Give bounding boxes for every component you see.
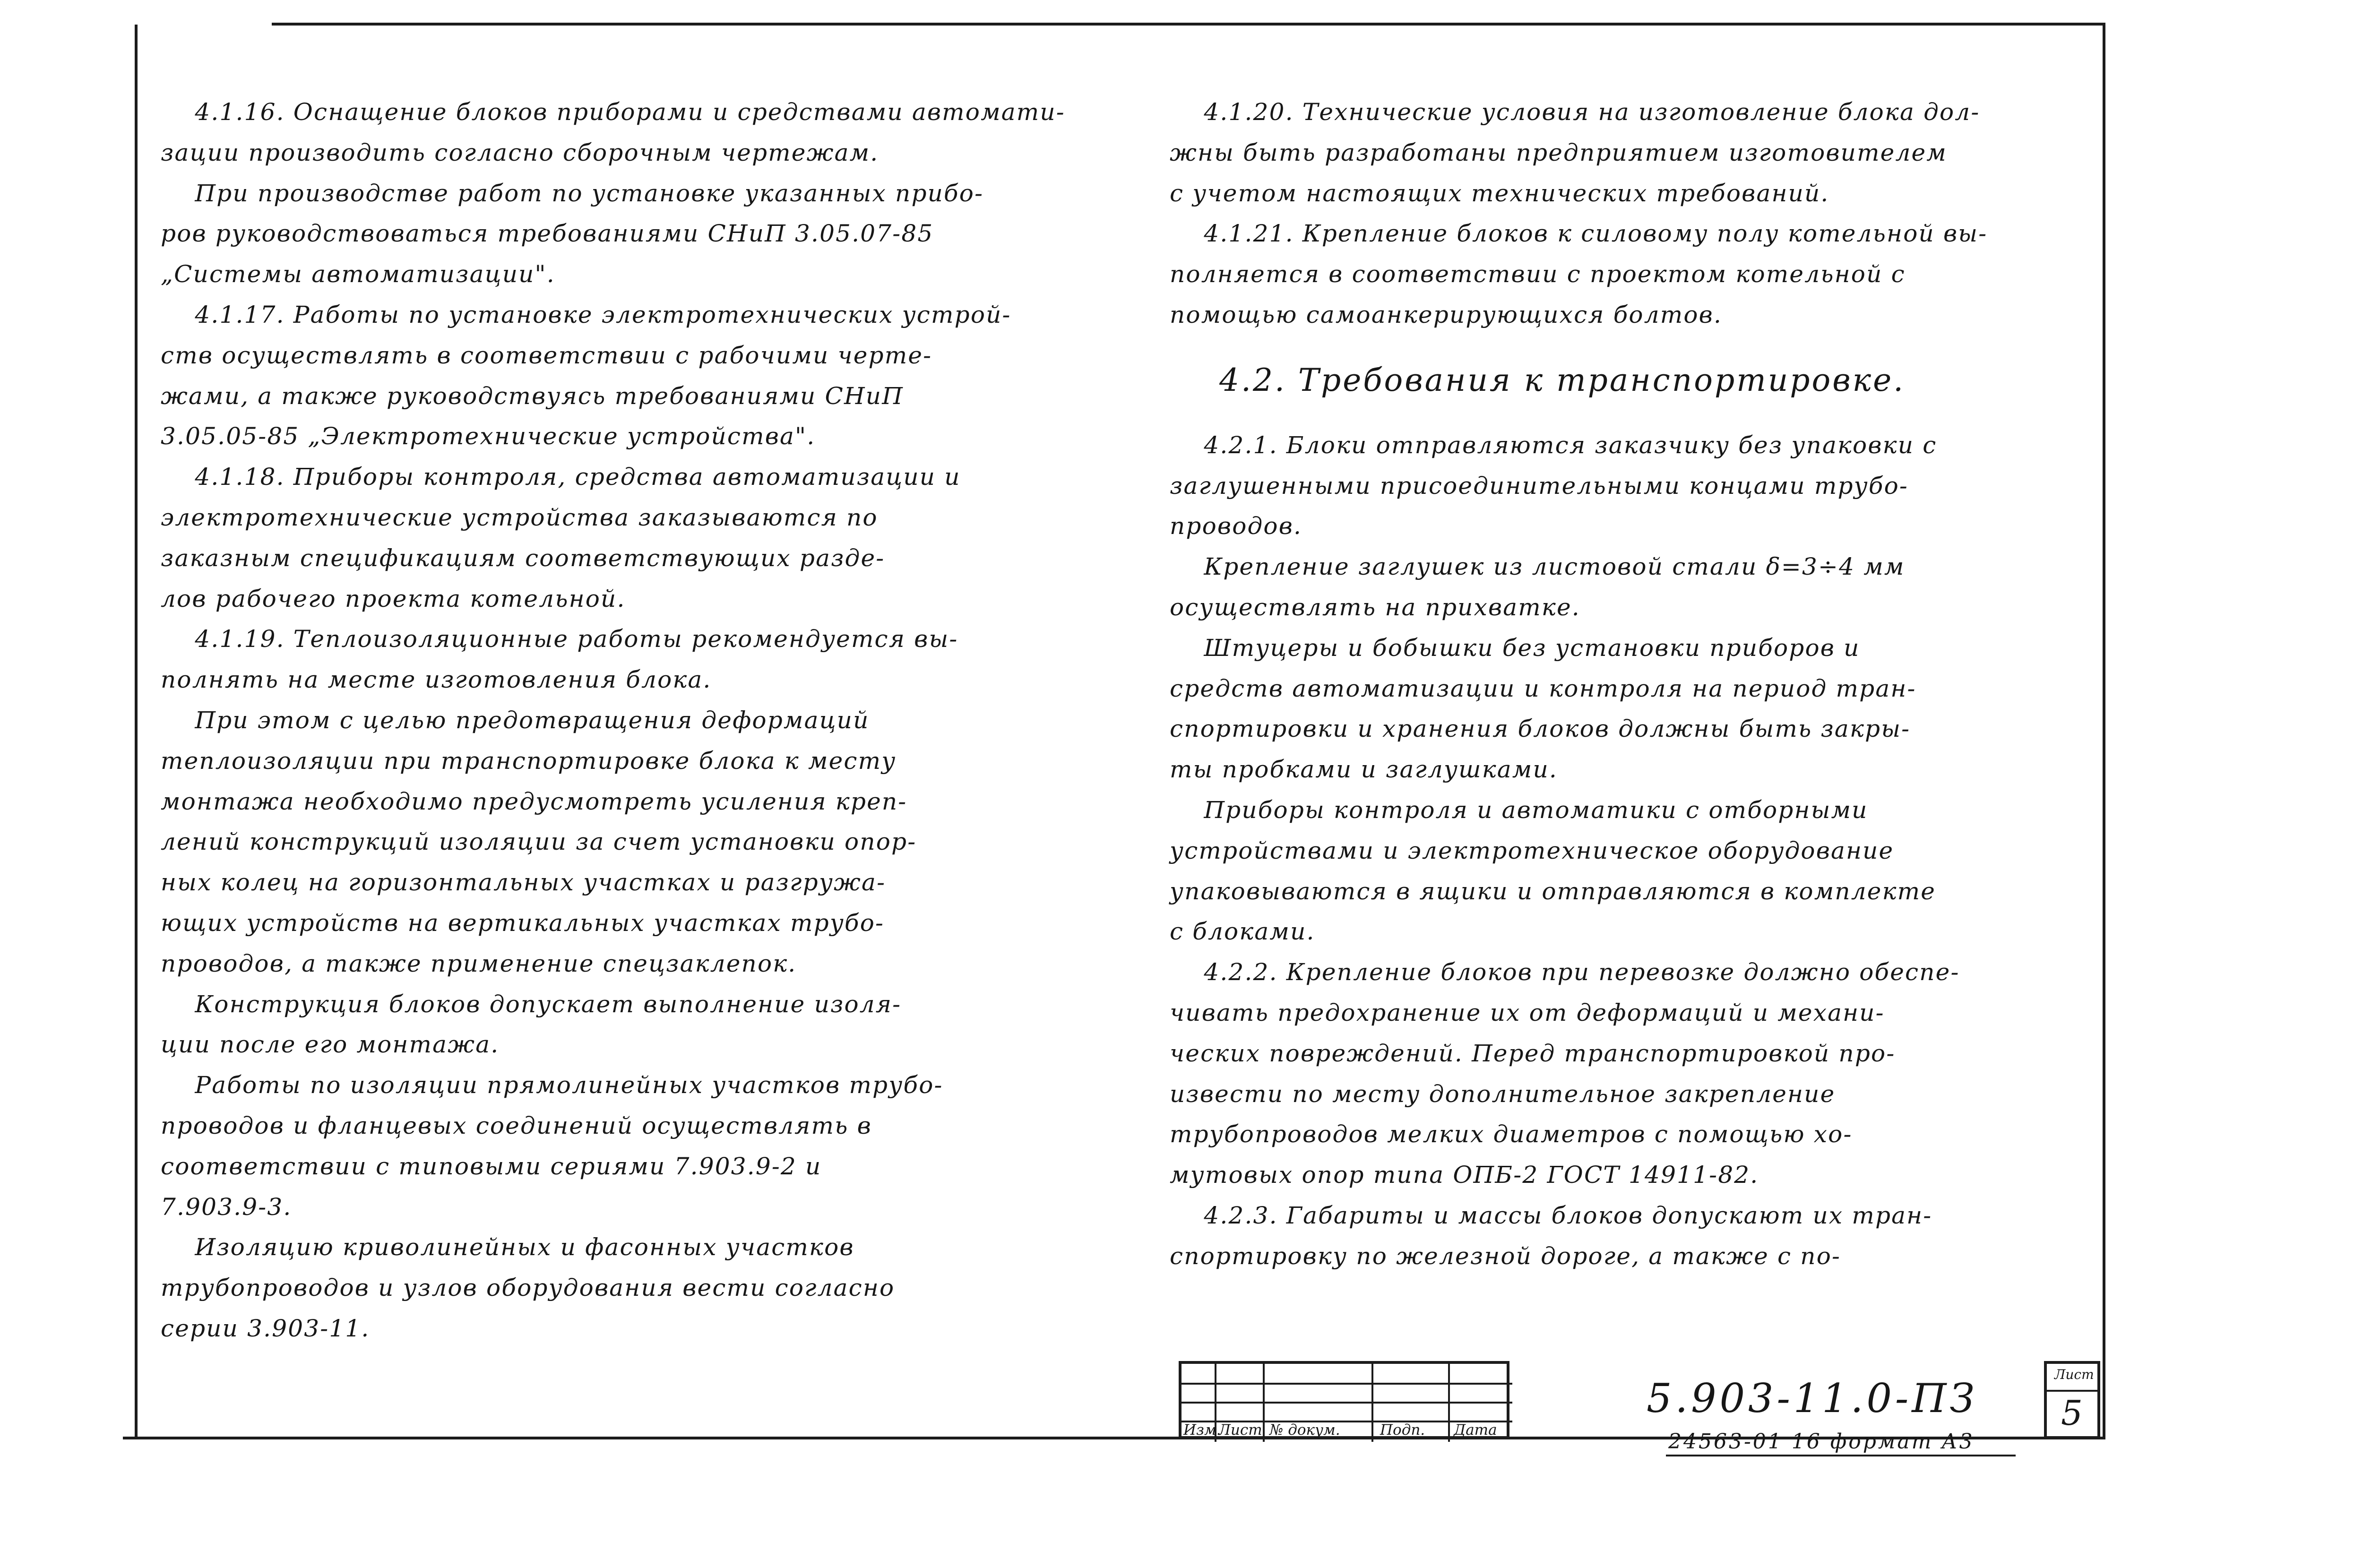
text-line: трубопроводов и узлов оборудования вести согласно: [161, 1274, 895, 1302]
frame-top-line: [272, 23, 2105, 26]
text-line: электротехнические устройства заказываются по: [161, 503, 878, 531]
frame-right-line: [2103, 23, 2105, 1438]
text-line: проводов и фланцевых соединений осуществлять в: [161, 1111, 872, 1139]
text-line: 4.1.19. Теплоизоляционные работы рекомендуется вы-: [161, 625, 958, 653]
revision-header-izm: Изм.: [1183, 1422, 1221, 1439]
text-line: 4.1.17. Работы по установке электротехнических устрой-: [161, 301, 1011, 328]
text-line: 4.1.18. Приборы контроля, средства автоматизации и: [161, 463, 961, 491]
text-line: 4.1.21. Крепление блоков к силовому полу котельной вы-: [1170, 220, 1988, 248]
text-line: извести по месту дополнительное закрепление: [1170, 1080, 1836, 1108]
text-line: с блоками.: [1170, 918, 1315, 946]
text-line: осуществлять на прихватке.: [1170, 593, 1580, 621]
text-line: „Системы автоматизации".: [161, 260, 555, 288]
text-line: серии 3.903-11.: [161, 1314, 370, 1342]
right-text-column: [1170, 92, 2098, 1277]
text-line: мутовых опор типа ОПБ-2 ГОСТ 14911-82.: [1170, 1161, 1759, 1189]
text-line: При производстве работ по установке указанных прибо-: [161, 179, 984, 207]
text-line: полнять на месте изготовления блока.: [161, 666, 712, 694]
text-line: жами, а также руководствуясь требованиями СНиП: [161, 382, 904, 410]
text-line: помощью самоанкерирующихся болтов.: [1170, 301, 1723, 328]
revision-header-doc: № докум.: [1269, 1422, 1340, 1439]
sheet-box-divider: [2047, 1390, 2097, 1392]
text-line: Крепление заглушек из листовой стали δ=3÷4 мм: [1170, 553, 1905, 581]
text-line: спортировку по железной дороге, а также с по-: [1170, 1242, 1841, 1270]
text-line: проводов.: [1170, 512, 1302, 540]
revision-header-list: Лист: [1218, 1422, 1262, 1439]
section-heading: 4.2. Требования к транспортировке.: [1219, 362, 1906, 398]
text-line: 4.2.3. Габариты и массы блоков допускают их тран-: [1170, 1201, 1932, 1229]
text-line: ющих устройств на вертикальных участках трубо-: [161, 909, 885, 937]
sheet-number: 5: [2061, 1393, 2083, 1433]
text-line: Работы по изоляции прямолинейных участков трубо-: [161, 1071, 943, 1099]
text-line: ты пробками и заглушками.: [1170, 756, 1558, 784]
text-line: с учетом настоящих технических требований.: [1170, 179, 1829, 207]
text-line: 4.1.16. Оснащение блоков приборами и средствами автомати-: [161, 98, 1065, 126]
text-line: При этом с целью предотвращения деформаций: [161, 706, 870, 734]
text-line: средств автоматизации и контроля на период тран-: [1170, 674, 1916, 702]
frame-left-line: [135, 25, 138, 1438]
text-line: ческих повреждений. Перед транспортировкой про-: [1170, 1039, 1896, 1067]
revision-table: [1179, 1361, 1509, 1439]
text-line: зации производить согласно сборочным чертежам.: [161, 138, 879, 166]
format-stamp: 24563-01 16 формат А3: [1668, 1430, 1975, 1454]
text-line: трубопроводов мелких диаметров с помощью хо-: [1170, 1120, 1853, 1148]
text-line: 4.2.2. Крепление блоков при перевозке должно обеспе-: [1170, 958, 1960, 986]
document-code: 5.903-11.0-ПЗ: [1647, 1375, 1978, 1422]
text-line: полняется в соответствии с проектом котельной с: [1170, 260, 1906, 288]
text-line: жны быть разработаны предприятием изготовителем: [1170, 138, 1947, 166]
sheet-number-box: [2044, 1361, 2100, 1439]
text-line: Приборы контроля и автоматики с отборными: [1170, 796, 1868, 824]
revision-table-row-line: [1182, 1402, 1512, 1404]
title-block: [1179, 1361, 2100, 1439]
text-line: 4.1.20. Технические условия на изготовление блока дол-: [1170, 98, 1980, 126]
text-line: заглушенными присоединительными концами трубо-: [1170, 472, 1908, 500]
text-line: соответствии с типовыми сериями 7.903.9-2 и: [161, 1152, 822, 1180]
revision-table-col-line: [1263, 1364, 1265, 1442]
text-line: ств осуществлять в соответствии с рабочими черте-: [161, 341, 932, 369]
left-text-column: [161, 92, 1144, 1349]
sheet-label: Лист: [2054, 1367, 2094, 1382]
revision-header-date: Дата: [1454, 1422, 1497, 1439]
text-line: упаковываются в ящики и отправляются в комплекте: [1170, 877, 1936, 905]
text-line: Штуцеры и бобышки без установки приборов и: [1170, 634, 1860, 662]
text-line: 7.903.9-3.: [161, 1193, 292, 1221]
format-stamp-underline: [1666, 1455, 2016, 1456]
text-line: ции после его монтажа.: [161, 1031, 500, 1059]
text-line: 4.2.1. Блоки отправляются заказчику без упаковки с: [1170, 431, 1937, 459]
text-line: спортировки и хранения блоков должны быть закры-: [1170, 715, 1911, 743]
text-line: Изоляцию криволинейных и фасонных участков: [161, 1233, 854, 1261]
revision-header-sign: Подп.: [1380, 1422, 1425, 1439]
text-line: устройствами и электротехническое оборудование: [1170, 836, 1894, 864]
text-line: теплоизоляции при транспортировке блока к месту: [161, 747, 897, 775]
text-line: лений конструкций изоляции за счет установки опор-: [161, 828, 917, 856]
text-line: монтажа необходимо предусмотреть усиления креп-: [161, 787, 907, 815]
text-line: чивать предохранение их от деформаций и механи-: [1170, 999, 1885, 1026]
text-line: лов рабочего проекта котельной.: [161, 585, 626, 612]
revision-table-row-line: [1182, 1383, 1512, 1385]
revision-table-col-line: [1448, 1364, 1450, 1442]
text-line: ров руководствоваться требованиями СНиП 3.05.07-85: [161, 220, 934, 248]
revision-table-col-line: [1371, 1364, 1373, 1442]
text-line: заказным спецификациям соответствующих разде-: [161, 544, 885, 572]
text-line: проводов, а также применение спецзаклепок.: [161, 949, 797, 977]
text-line: ных колец на горизонтальных участках и разгружа-: [161, 869, 886, 896]
text-line: Конструкция блоков допускает выполнение изоля-: [161, 990, 902, 1018]
text-line: 3.05.05-85 „Электротехнические устройства".: [161, 422, 816, 450]
